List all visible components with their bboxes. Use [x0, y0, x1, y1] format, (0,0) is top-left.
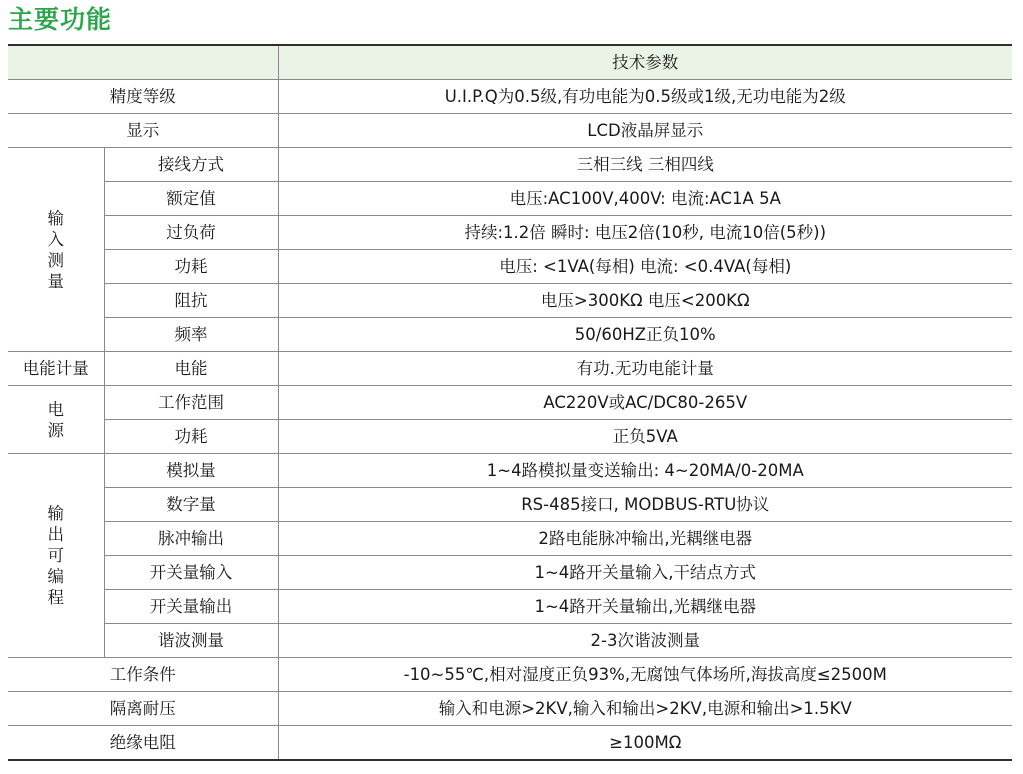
table-row	[8, 114, 1012, 148]
row-sub-label: 开关量输入	[104, 556, 278, 590]
row-value: 三相三线 三相四线	[278, 148, 1012, 182]
table-row	[8, 556, 1012, 590]
table-row	[8, 488, 1012, 522]
row-value: 正负5VA	[278, 420, 1012, 454]
row-sub-label: 功耗	[104, 420, 278, 454]
table-row	[8, 522, 1012, 556]
group-label-output: 输出可编程	[8, 454, 104, 658]
row-value: LCD液晶屏显示	[278, 114, 1012, 148]
row-label: 隔离耐压	[8, 692, 278, 726]
row-value: 持续:1.2倍 瞬时: 电压2倍(10秒, 电流10倍(5秒))	[278, 216, 1012, 250]
row-sub-label: 电能	[104, 352, 278, 386]
row-value: 1~4路模拟量变送输出: 4~20MA/0-20MA	[278, 454, 1012, 488]
header-cell: 技术参数	[278, 45, 1012, 80]
table-row	[8, 692, 1012, 726]
table-row	[8, 148, 1012, 182]
row-sub-label: 脉冲输出	[104, 522, 278, 556]
page-title: 主要功能	[8, 5, 113, 34]
table-row	[8, 726, 1012, 761]
row-value: 1~4路开关量输入,干结点方式	[278, 556, 1012, 590]
row-label: 工作条件	[8, 658, 278, 692]
table-row	[8, 386, 1012, 420]
row-value: 2-3次谐波测量	[278, 624, 1012, 658]
row-sub-label: 功耗	[104, 250, 278, 284]
row-label: 绝缘电阻	[8, 726, 278, 761]
row-label: 精度等级	[8, 80, 278, 114]
row-value: 电压>300KΩ 电压<200KΩ	[278, 284, 1012, 318]
table-row	[8, 352, 1012, 386]
row-sub-label: 频率	[104, 318, 278, 352]
table-row	[8, 454, 1012, 488]
row-sub-label: 谐波测量	[104, 624, 278, 658]
table-row	[8, 284, 1012, 318]
group-label-energy: 电能计量	[8, 352, 104, 386]
row-value: 1~4路开关量输出,光耦继电器	[278, 590, 1012, 624]
row-value: AC220V或AC/DC80-265V	[278, 386, 1012, 420]
row-sub-label: 阻抗	[104, 284, 278, 318]
group-label-power: 电源	[8, 386, 104, 454]
table-row	[8, 658, 1012, 692]
row-value: -10~55℃,相对湿度正负93%,无腐蚀气体场所,海拔高度≤2500M	[278, 658, 1012, 692]
table-row	[8, 624, 1012, 658]
row-value: U.I.P.Q为0.5级,有功电能为0.5级或1级,无功电能为2级	[278, 80, 1012, 114]
table-row	[8, 318, 1012, 352]
row-sub-label: 工作范围	[104, 386, 278, 420]
row-sub-label: 过负荷	[104, 216, 278, 250]
row-sub-label: 开关量输出	[104, 590, 278, 624]
table-row	[8, 182, 1012, 216]
table-row	[8, 250, 1012, 284]
table-row	[8, 420, 1012, 454]
table-row	[8, 216, 1012, 250]
row-value: 电压: <1VA(每相) 电流: <0.4VA(每相)	[278, 250, 1012, 284]
row-value: 有功.无功电能计量	[278, 352, 1012, 386]
row-sub-label: 接线方式	[104, 148, 278, 182]
header-blank-cell	[8, 45, 278, 80]
row-sub-label: 数字量	[104, 488, 278, 522]
row-value: 2路电能脉冲输出,光耦继电器	[278, 522, 1012, 556]
row-value: RS-485接口, MODBUS-RTU协议	[278, 488, 1012, 522]
row-sub-label: 额定值	[104, 182, 278, 216]
table-header-row	[8, 45, 1012, 80]
row-value: 输入和电源>2KV,输入和输出>2KV,电源和输出>1.5KV	[278, 692, 1012, 726]
row-value: ≥100MΩ	[278, 726, 1012, 761]
row-sub-label: 模拟量	[104, 454, 278, 488]
group-label-input: 输入测量	[8, 148, 104, 352]
row-value: 50/60HZ正负10%	[278, 318, 1012, 352]
table-row	[8, 590, 1012, 624]
table-row	[8, 80, 1012, 114]
row-value: 电压:AC100V,400V: 电流:AC1A 5A	[278, 182, 1012, 216]
row-label: 显示	[8, 114, 278, 148]
spec-table	[8, 44, 1012, 761]
